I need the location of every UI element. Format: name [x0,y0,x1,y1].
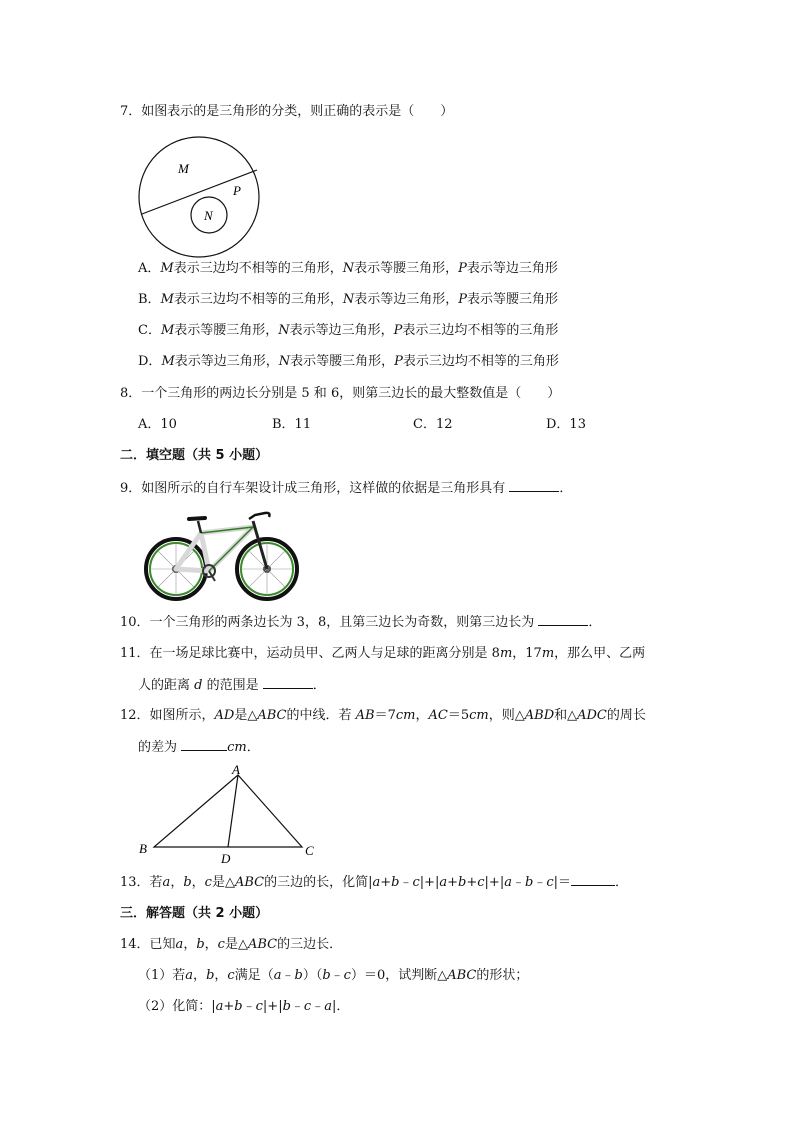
q9-answer-blank[interactable] [509,479,559,492]
q11-line-1: 11．在一场足球比赛中，运动员甲、乙两人与足球的距离分别是 8m，17m，那么甲、乙两 [120,646,646,661]
median-ad [228,775,238,847]
label-b: B [139,841,147,856]
q11-line-2: 人的距离 d 的范围是 ． [138,678,326,693]
q11-answer-blank[interactable] [263,676,313,689]
q14-stem: 14．已知a，b，c是△ABC的三边长． [120,937,343,952]
label-a: A [232,762,240,777]
q8-option-a[interactable]: A．10 [138,417,177,432]
triangle-abc-diagram [136,761,322,865]
bicycle-image [141,503,303,603]
triangle-abc [154,775,302,847]
q7-stem: 7．如图表示的是三角形的分类，则正确的表示是（ ） [120,104,454,119]
q12-line-2: 的差为 cm． [138,740,260,755]
q14-sub-1: （1）若a，b，c满足（a﹣b）（b﹣c）＝0，试判断△ABC的形状； [138,968,529,983]
outer-circle [139,137,259,257]
q13-answer-blank[interactable] [571,873,615,886]
q14-sub-2: （2）化简：|a+b﹣c|+|b﹣c﹣a|． [138,999,350,1014]
q7-option-c[interactable]: C．M表示等腰三角形，N表示等边三角形，P表示三边均不相等的三角形 [138,323,559,338]
q10-line: 10．一个三角形的两条边长为 3，8，且第三边长为奇数，则第三边长为 ． [120,615,602,630]
q12-line-1: 12．如图所示，AD是△ABC的中线．若 AB＝7cm，AC＝5cm，则△ABD和△ADC的周长 [120,708,646,723]
q9-line: 9．如图所示的自行车架设计成三角形，这样做的依据是三角形具有 ． [120,481,573,496]
label-d: D [221,851,231,865]
q7-set-diagram [136,134,262,260]
label-m: M [178,161,189,176]
q8-option-d[interactable]: D．13 [546,417,586,432]
q12-answer-blank[interactable] [181,738,227,751]
q8-option-b[interactable]: B．11 [272,417,312,432]
section-3-heading: 三．解答题（共 2 小题） [120,906,269,921]
label-n: N [204,208,213,223]
q13-line: 13．若a，b，c是△ABC的三边的长，化简|a+b﹣c|+|a+b+c|+|a﹣b﹣c|＝ ． [120,875,629,890]
q7-option-a[interactable]: A．M表示三边均不相等的三角形，N表示等腰三角形，P表示等边三角形 [138,261,558,276]
q7-option-b[interactable]: B．M表示三边均不相等的三角形，N表示等边三角形，P表示等腰三角形 [138,292,559,307]
section-2-heading: 二．填空题（共 5 小题） [120,448,269,463]
q7-option-d[interactable]: D．M表示等边三角形，N表示等腰三角形，P表示三边均不相等的三角形 [138,354,559,369]
q8-option-c[interactable]: C．12 [413,417,453,432]
q8-stem: 8．一个三角形的两边长分别是 5 和 6，则第三边长的最大整数值是（ ） [120,386,561,401]
label-c: C [305,843,314,858]
q10-answer-blank[interactable] [538,613,588,626]
label-p: P [233,183,241,198]
